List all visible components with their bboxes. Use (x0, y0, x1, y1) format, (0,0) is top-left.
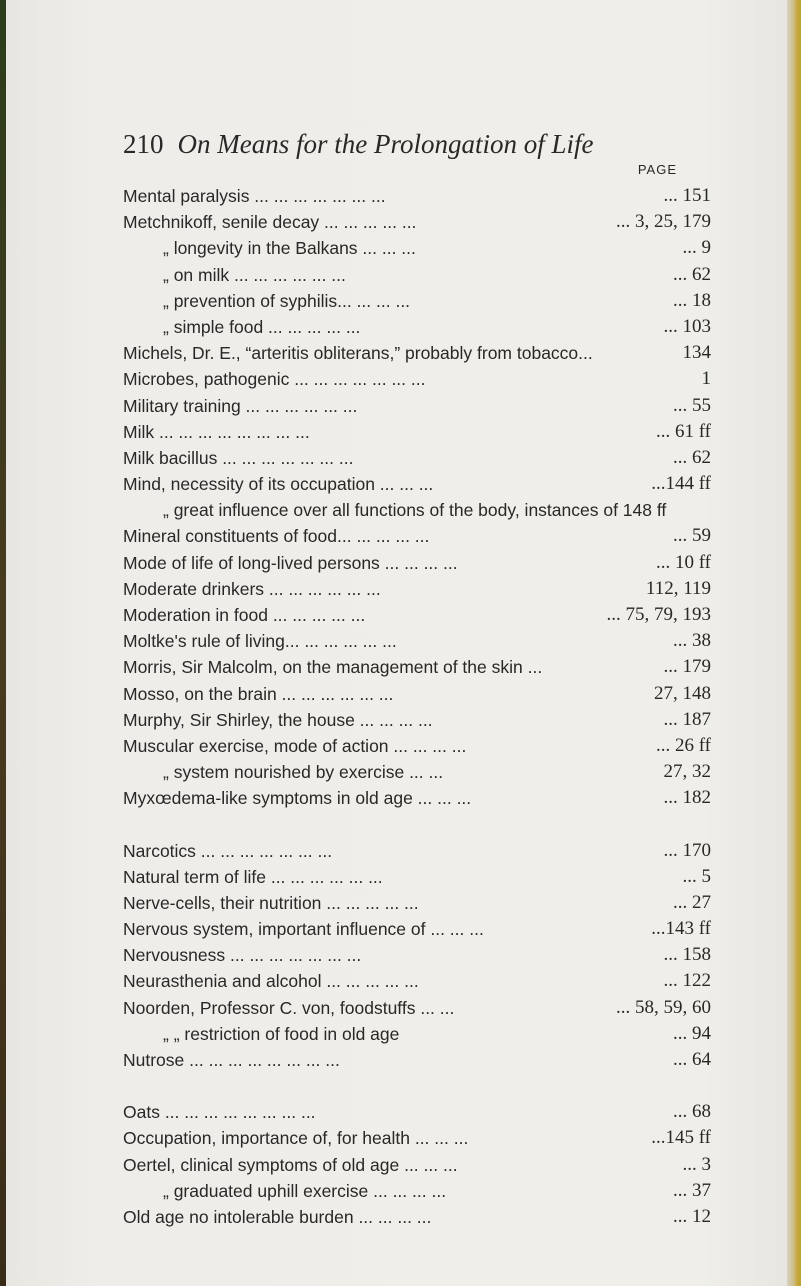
entry-text: Muscular exercise, mode of action ... ... ... ... (123, 735, 467, 756)
index-entries (123, 183, 711, 1230)
index-entry (123, 1021, 711, 1047)
entry-pages: ... 26 ff (655, 734, 711, 756)
index-entry (123, 654, 711, 680)
entry-pages: ... 62 (673, 446, 711, 468)
index-entry (123, 576, 711, 602)
entry-text: Military training ... ... ... ... ... ... (123, 395, 358, 416)
entry-pages: 112, 119 (645, 577, 711, 599)
entry-text: Mosso, on the brain ... ... ... ... ... ... (123, 683, 394, 704)
index-entry (123, 864, 711, 890)
entry-text: Nutrose ... ... ... ... ... ... ... ... (123, 1050, 340, 1070)
index-entry (123, 838, 711, 864)
index-entry (123, 366, 711, 392)
entry-pages: ... 103 (663, 315, 711, 337)
entry-text: „ great influence over all functions of the body, instances of 148 ff (163, 500, 667, 521)
entry-text: Mineral constituents of food... ... ... ... ... (123, 526, 430, 547)
entry-text: Milk bacillus ... ... ... ... ... ... ... (123, 447, 354, 468)
index-entry (123, 968, 711, 994)
entry-text: Mental paralysis ... ... ... ... ... ... ... (123, 186, 386, 206)
entry-pages: ... 62 (673, 263, 711, 285)
entry-text: Old age no intolerable burden ... ... ... ... (123, 1206, 432, 1227)
entry-pages: ... 59 (673, 525, 711, 547)
entry-text: Oats ... ... ... ... ... ... ... ... (123, 1102, 316, 1123)
entry-text: Narcotics ... ... ... ... ... ... ... (123, 840, 333, 861)
entry-text: Michels, Dr. E., “arteritis obliterans,” probably from tobacco... (123, 343, 593, 364)
entry-text: Murphy, Sir Shirley, the house ... ... ... ... (123, 709, 433, 730)
index-entry (123, 759, 711, 785)
entry-pages: ... 3, 25, 179 (616, 211, 711, 233)
index-entry (123, 209, 711, 235)
index-entry (123, 916, 711, 942)
page-right-edge (787, 0, 801, 1286)
entry-text: Milk ... ... ... ... ... ... ... ... (123, 421, 310, 442)
entry-text: Oertel, clinical symptoms of old age ... ... ... (123, 1154, 458, 1175)
index-entry (123, 1099, 711, 1125)
index-entry (123, 1204, 711, 1230)
entry-text: Mind, necessity of its occupation ... ... ... (123, 474, 434, 495)
index-entry (123, 262, 711, 288)
entry-text: Moderation in food ... ... ... ... ... (123, 605, 366, 625)
entry-text: Neurasthenia and alcohol ... ... ... ... ... (123, 971, 419, 992)
page-column-label: PAGE (637, 162, 677, 177)
index-entry (123, 1152, 711, 1178)
entry-text: „ graduated uphill exercise ... ... ... ... (163, 1180, 447, 1201)
entry-pages: ... 158 (663, 944, 711, 966)
index-entry (123, 602, 711, 628)
entry-text: Noorden, Professor C. von, foodstuffs ... ... (123, 997, 455, 1018)
entry-pages: ... 187 (663, 708, 711, 730)
running-header (123, 127, 683, 161)
entry-pages: 27, 148 (654, 682, 711, 704)
entry-pages: 1 (701, 368, 711, 390)
entry-pages: ... 170 (663, 839, 711, 861)
entry-pages: ... 37 (673, 1179, 711, 1201)
entry-text: Natural term of life ... ... ... ... ... ... (123, 866, 383, 887)
entry-text: Moltke's rule of living... ... ... ... ... ... (123, 631, 397, 652)
entry-pages: ... 18 (673, 289, 711, 311)
index-entry (123, 995, 711, 1021)
index-entry (123, 1125, 711, 1151)
entry-text: Nervous system, important influence of ... ... ... (123, 919, 484, 940)
entry-pages: ... 12 (673, 1205, 711, 1227)
entry-pages: ...145 ff (651, 1127, 711, 1149)
index-entry (123, 942, 711, 968)
entry-pages: ...144 ff (651, 473, 711, 495)
entry-pages: ... 38 (673, 630, 711, 652)
entry-pages: ... 182 (663, 787, 711, 809)
entry-text: Mode of life of long-lived persons ... ... ... ... (123, 552, 458, 573)
entry-pages: 134 (682, 342, 711, 364)
index-entry (123, 235, 711, 261)
index-entry (123, 550, 711, 576)
index-entry (123, 681, 711, 707)
entry-pages: ... 9 (682, 237, 711, 259)
index-entry (123, 497, 711, 523)
entry-text: „ on milk ... ... ... ... ... ... (163, 264, 346, 285)
entry-text: Nervousness ... ... ... ... ... ... ... (123, 945, 362, 966)
entry-pages: ... 58, 59, 60 (616, 996, 711, 1018)
entry-text: „ system nourished by exercise ... ... (163, 762, 444, 783)
entry-pages: ... 27 (673, 891, 711, 913)
entry-text: „ simple food ... ... ... ... ... (163, 316, 361, 337)
index-entry (123, 523, 711, 549)
entry-pages: ... 5 (682, 865, 711, 887)
index-entry (123, 340, 711, 366)
entry-pages: 27, 32 (663, 761, 711, 783)
entry-text: Morris, Sir Malcolm, on the management of the skin ... (123, 657, 543, 678)
entry-text: Metchnikoff, senile decay ... ... ... ... ... (123, 212, 417, 233)
index-entry (123, 314, 711, 340)
index-entry (123, 288, 711, 314)
entry-text: Occupation, importance of, for health ... ... ... (123, 1128, 469, 1149)
index-entry (123, 393, 711, 419)
index-entry (123, 628, 711, 654)
section-gap (123, 1073, 711, 1099)
entry-text: „ „ restriction of food in old age (163, 1023, 400, 1044)
entry-pages: ... 55 (673, 394, 711, 416)
entry-text: Moderate drinkers ... ... ... ... ... ... (123, 578, 381, 599)
index-entry (123, 1178, 711, 1204)
entry-pages: ... 10 ff (655, 551, 711, 573)
entry-text: Myxœdema-like symptoms in old age ... ... ... (123, 788, 472, 809)
index-entry (123, 183, 711, 209)
entry-pages: ... 68 (673, 1101, 711, 1123)
section-gap (123, 812, 711, 838)
index-entry (123, 419, 711, 445)
entry-text: Nerve-cells, their nutrition ... ... ... ... ... (123, 892, 419, 913)
page-left-edge (0, 0, 6, 1286)
index-entry (123, 445, 711, 471)
entry-pages: ... 151 (663, 185, 711, 206)
index-entry (123, 785, 711, 811)
running-title: On Means for the Prolongation of Life (177, 129, 594, 159)
index-entry (123, 890, 711, 916)
entry-text: „ prevention of syphilis... ... ... ... (163, 290, 411, 311)
entry-pages: ...143 ff (651, 918, 711, 940)
index-entry (123, 733, 711, 759)
index-entry (123, 707, 711, 733)
entry-text: „ longevity in the Balkans ... ... ... (163, 238, 416, 259)
entry-text: Microbes, pathogenic ... ... ... ... ... ... ... (123, 369, 426, 390)
entry-pages: ... 94 (673, 1022, 711, 1044)
page-number: 210 (123, 129, 164, 159)
entry-pages: ... 3 (682, 1153, 711, 1175)
entry-pages: ... 179 (663, 656, 711, 678)
entry-pages: ... 64 (673, 1049, 711, 1070)
entry-pages: ... 61 ff (655, 420, 711, 442)
index-entry (123, 471, 711, 497)
entry-pages: ... 75, 79, 193 (606, 604, 711, 625)
entry-pages: ... 122 (663, 970, 711, 992)
index-entry (123, 1047, 711, 1073)
